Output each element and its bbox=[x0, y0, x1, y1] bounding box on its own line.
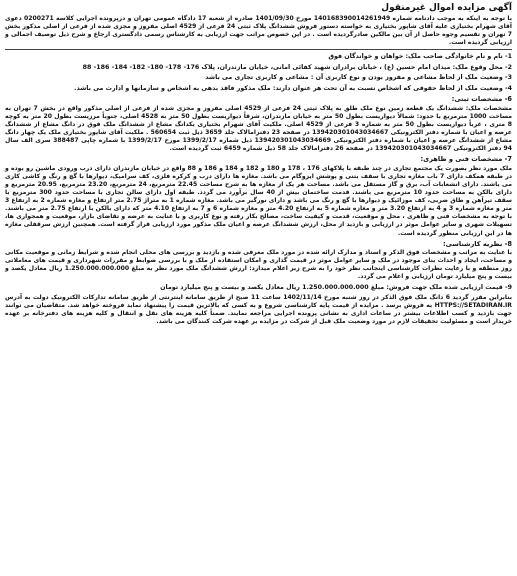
location-item: 2- محل وقوع ملک: میدان امام حسین (ع) ، خیابان برادران شهید کفائی امانی، خیابان مازندران، پلاک 176- 178- 180- 182- 184- 186- 88 bbox=[82, 63, 512, 71]
legal-item: 4- وضعیت ملک از لحاظ حقوقی که اشخاص نسبت به آن تحت هر عنوان دارند: ملک مذکور فاقد بدهی به اشخاص و سازمانها و ادارت می باشد. bbox=[74, 84, 512, 92]
opinion-heading: 8- نظریه کارشناسی: bbox=[443, 239, 512, 248]
technical-heading: 7- مشخصات فنی و ظاهری: bbox=[420, 155, 512, 164]
technical-text: ملک مورد نظر بصورت یک مجتمع تجاری در چند طبقه با پلاکهای 176 ، 178 و 180 و 182 و 184 و 186 و 88 واقع در خیابان مازندران دارای درب ورودی ماشین رو بوده و در طبقه همکف دارای 7 باب مغازه تجاری با سقف بتنی و پوشش ایزوگام می باشد. مغازه ها دارای درب و کرکره فلزی، کف سرامیک، دیوارها با گچ و رنگ و کاشی کاری می باشند. دارای انشعابات آب، برق و گاز مستقل می باشد. مساحت هر یک از مغازه ها به شرح مساحت 22.45 مترمربع، 24 مترمربع، 23.20 مترمربع، 20.95 مترمربع و دارای بالکن به مساحت حدود 10 مترمربع می باشند. قدمت ساختمان بیش از 40 سال برآورد می گردد. طبقه اول دارای سالن تجاری با مساحت حدود 300 مترمربع با سقف تیرآهن و طاق ضربی، کف موزائیک و دیوارها با گچ و رنگ می باشد و دارای نورگیر می باشد. مغازه شماره 1 به متراژ 2.75 متر ارتفاع و مغازه شماره 2 به ارتفاع 3 متر و مغازه شماره 3 و 4 به ارتفاع 3.20 متر و مغازه شماره 5 به ارتفاع 4.20 متر و مغازه شماره 6 و 7 به ارتفاع 4.10 متر که دارای بالکن با ارتفاع 2.75 متر می باشند. با توجه به مشخصات فنی و ظاهری ، محل و موقعیت، قدمت و کیفیت ساخت، مصالح بکار رفته و نوع کاربری و با عنایت به عرضه و تقاضای بازار، موقعیت و همجواری ها، تسهیلات شهری و سایر عوامل موثر در ارزیابی و بازدید از محل، ارزش ششدانگ عرصه و اعیان ملک مذکور مورد ارزیابی قرار گرفته است. همچنین ارزش سرقفلی مغازه ها در این ارزیابی منظور گردیده است. bbox=[5, 164, 513, 237]
registration-heading: 6- مشخصات ثبتی: bbox=[451, 95, 512, 103]
closing-paragraph: بنابراین مقرر گردید 6 دانگ ملک فوق الذکر در روز شنبه مورخ 1402/11/14 ساعت 11 صبح از طریق سامانه اینترنتی از طریق سامانه تدارکات الکترونیک دولت به آدرس HTTPS://SETADIRAN.IR به فروش برسد . مزایده از قیمت پایه کارشناسی شروع و به کسی که بالاترین قیمت را پیشنهاد نماید فروخته خواهد شد. متقاضیان می توانند جهت بازدید و کسب اطلاعات بیشتر در ساعات اداری به نشانی پرونده اجرایی مراجعه نمایند. ضمناً کلیه هزینه های نقل و انتقال و کلیه هزینه های دفترخانه بر عهده خریدار است و مسئولیت تحقیقات لازم در مورد وضعیت ملک قبل از شرکت در مزایده بر عهده شرکت کنندگان می باشد. bbox=[5, 293, 512, 326]
appraised-price: 9- قیمت ارزیابی شده ملک جهت فروش: مبلغ 1.250.000.000.000 ریال معادل یکصد و بیست و پنج میلیارد تومان bbox=[160, 283, 512, 291]
opinion-text: با عنایت به مراتب و مشخصات فوق الذکر و اسناد و مدارک ارائه شده در مورد ملک معرفی شده و بازدید و بررسی های محلی انجام شده و شرایط زمانی و موقعیت مکانی و مساحت، ایجاد و احداث بنای موجود در ملک و سایر عوامل موثر در قیمت گذاری و امکان استفاده از ملک و با بررسی ضوابط و مقررات شهرداری و قیمت های معاملاتی روز منطقه و با رعایت نظرات کارشناسی اینجانب نظر خود را به شرح زیر اعلام میدارد: ارزش ششدانگ ملک مورد نظر به مبلغ 1.250.000.000.000 ریال معادل یکصد و بیست و پنج میلیارد تومان ارزیابی و اعلام می گردد. bbox=[5, 249, 512, 281]
intro-paragraph: با توجه به اینکه به موجب دادنامه شماره 140168390014261949 مورخ 1401/09/30 صادره از شعبه 17 دادگاه عمومی تهران و درپرونده اجرایی کلاسه 0200271 دعوی آقای شهرام بختیاری علیه آقای شاپور بختیاری به خواسته دستور فروش ششدانگ پلاک ثبتی 24 فرعی از 4529 اصلی مفروز و مجزی شده از فرعی از اصلی مذکور بخش 7 تهران و تقسیم وجوه حاصل از آن بین مالکین صادرگردیده است . در این خصوص مراتب جهت ارزیابی به کارشناس رسمی دادگستری ارجاع و شرح ذیل توصیف اجمالی و ارزیابی گردیده است. bbox=[5, 15, 512, 47]
page-title: آگهی مزایده اموال غیرمنقول bbox=[381, 3, 512, 13]
usage-item: 3- وضعیت ملک از لحاظ مشاعی و مفروز بودن و نوع کاربری آن : مشاعی و کاربری تجاری می باشد bbox=[205, 74, 512, 82]
divider bbox=[5, 49, 512, 50]
registration-text: مشخصات ملک: ششدانگ یک قطعه زمین نوع ملک طلق به پلاک ثبتی 24 فرعی از 4529 اصلی مفروز و مجزی شده از فرعی از اصلی مذکور واقع در بخش 7 تهران به مساحت 1000 مترمربع با حدود: شمالاً دیواریست بطول 50 متر به خیابان مازندران، شرقاً دیواریست بطول 50 متر به 4528 اصلی، جنوباً مرزیست بطول 20 متر به کوچه 8 متری ، غرباً دیواریست بطول 50 متر به شماره 3 فرعی از 4529 اصلی. ملکیت آقای شهرام بختیاری یکدانگ مشاع از ششدانگ ملک فوق در دانگ مشاع از ششدانگ عرصه و اعیان با شماره دفتر الکترونیکی 139420301043034667 در صفحه 23 دفترامالاک جلد 3659 ذیل ثبت 560654 . ملکیت آقای شاپور بختیاری ملک یک چهار دانگ مشاع از ششدانگ عرصه و اعیان با شماره دفتر الکترونیکی 139420301043034669 ذیل شماره 1399/2/17 مورخ 1399/2/17 با شماره چاپی 388487 سری الف سال 94 دفتر الکترونیکی 139420301043034667 در صفحه 26 دفترامالاک جلد 58 ذیل شماره 6459 ثبت گردیده است. bbox=[5, 104, 512, 153]
owner-item: 1- نام و نام خانوادگی صاحب ملک: خواهان و خواندگان فوق bbox=[328, 53, 512, 61]
